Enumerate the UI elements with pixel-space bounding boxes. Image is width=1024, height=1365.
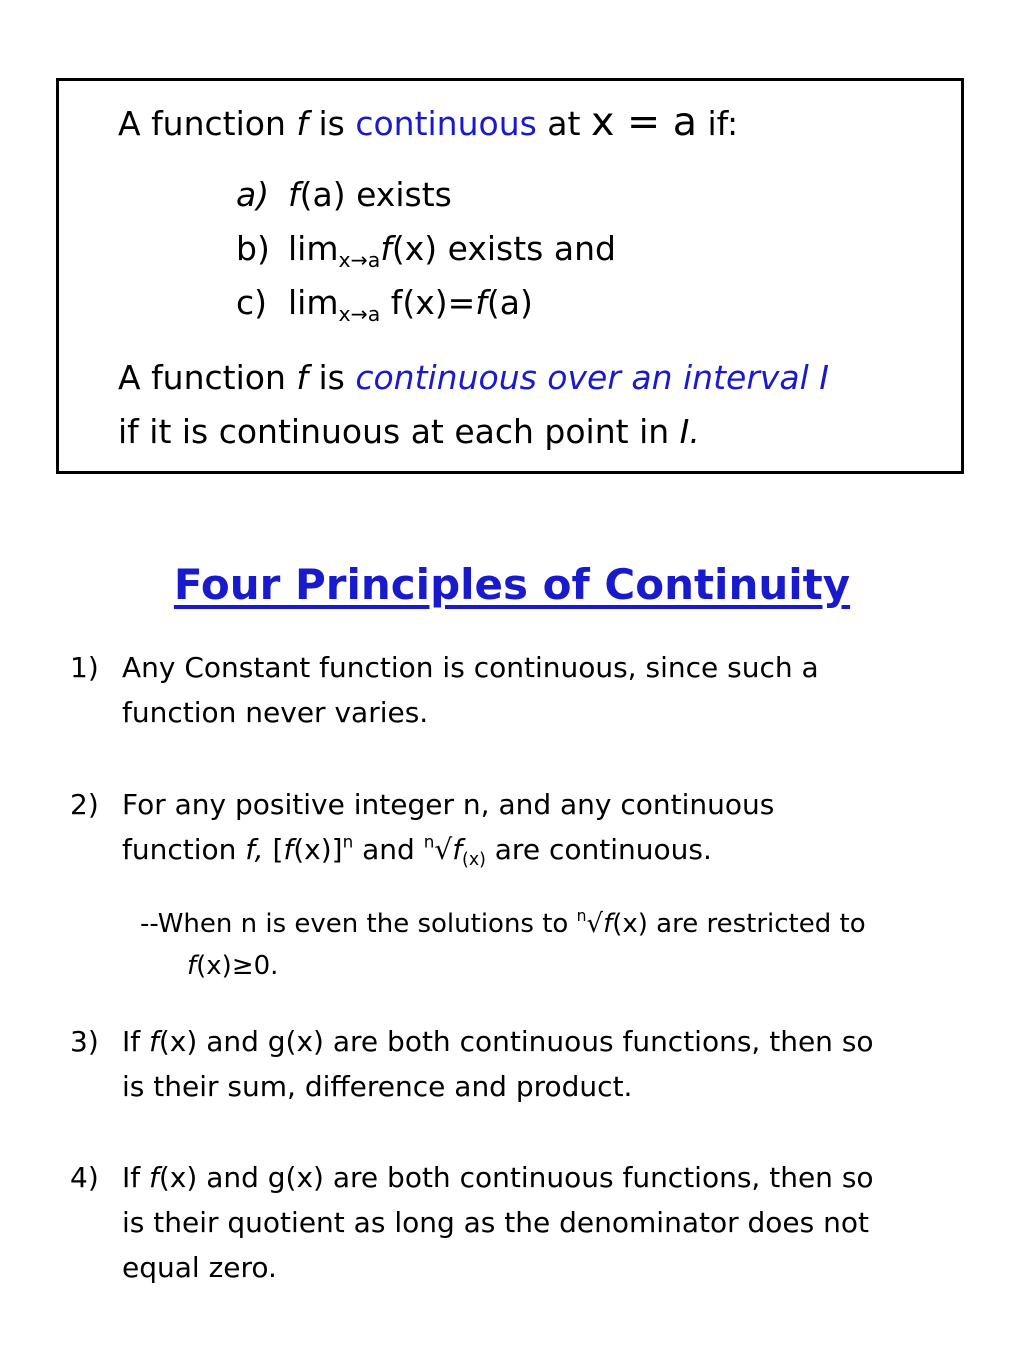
text: A function xyxy=(118,358,297,397)
limit-subscript: x→a xyxy=(338,248,381,273)
text: . xyxy=(689,412,700,451)
f-symbol: f xyxy=(187,951,197,981)
subscript-x: (x) xyxy=(462,850,486,871)
text: is xyxy=(307,104,356,143)
list-number: 4) xyxy=(70,1161,99,1194)
principle-text-line xyxy=(122,1019,874,1064)
text: If xyxy=(122,1161,150,1194)
text: if it is continuous at each point in xyxy=(118,412,680,451)
f-symbol: f xyxy=(452,833,463,866)
text: If xyxy=(122,1025,150,1058)
condition-label: a) xyxy=(236,175,270,214)
text: [ xyxy=(263,833,284,866)
note-line-1 xyxy=(140,903,866,945)
text: A function xyxy=(118,104,297,143)
interval-line-2 xyxy=(118,412,700,452)
interval-symbol: I xyxy=(679,412,690,451)
text: at xyxy=(536,104,591,143)
principle-text-line xyxy=(122,1155,874,1200)
f-symbol: f xyxy=(296,358,308,397)
definition-line xyxy=(118,99,739,145)
f-symbol: f xyxy=(288,175,300,214)
condition-label: c) xyxy=(236,283,268,322)
principle-text-line: is their quotient as long as the denominator does not xyxy=(122,1206,869,1239)
text: (x) and g(x) are both continuous functions, then so xyxy=(158,1025,874,1058)
f-symbol: f xyxy=(380,229,392,268)
text: (a) exists xyxy=(299,175,452,214)
section-heading: Four Principles of Continuity xyxy=(173,560,851,609)
condition-a xyxy=(236,175,452,215)
text: is xyxy=(307,358,356,397)
f-symbol: f xyxy=(603,909,613,939)
condition-label: b) xyxy=(236,229,270,268)
text: --When n is even the solutions to xyxy=(140,909,577,939)
f-symbol: f, xyxy=(245,833,264,866)
continuous-term: continuous xyxy=(355,104,537,143)
principle-text-line: equal zero. xyxy=(122,1251,277,1284)
text: (x) and g(x) are both continuous functions, then so xyxy=(158,1161,874,1194)
text: (x) exists and xyxy=(391,229,616,268)
text: (x) are restricted to xyxy=(612,909,866,939)
principle-text-line: function never varies. xyxy=(122,696,429,729)
principle-text-line: is their sum, difference and product. xyxy=(122,1070,633,1103)
condition-b xyxy=(236,229,616,273)
text: (x)≥0. xyxy=(196,951,279,981)
limit-subscript: x→a xyxy=(338,302,381,327)
text: function xyxy=(122,833,246,866)
list-number: 2) xyxy=(70,788,99,821)
principle-text-line xyxy=(122,827,774,872)
principle-text-line: Any Constant function is continuous, since such a xyxy=(122,651,819,684)
interval-line-1 xyxy=(118,358,829,398)
principle-text-line: For any positive integer n, and any continuous xyxy=(122,788,775,821)
note-line-2 xyxy=(187,945,278,987)
text: if: xyxy=(696,104,739,143)
f-symbol: f xyxy=(149,1161,159,1194)
root-symbol: √ xyxy=(434,833,453,866)
x-equals-a: x = a xyxy=(590,99,697,145)
text: are continuous. xyxy=(485,833,712,866)
root-symbol: √ xyxy=(586,909,604,939)
text: f(x)= xyxy=(380,283,476,322)
text: and xyxy=(353,833,424,866)
interval-term: continuous over an interval I xyxy=(355,358,830,397)
list-number: 1) xyxy=(70,651,99,684)
f-symbol: f xyxy=(283,833,294,866)
lim: lim xyxy=(288,229,339,268)
lim: lim xyxy=(288,283,339,322)
root-index: n xyxy=(423,831,435,852)
condition-c xyxy=(236,283,533,327)
f-symbol: f xyxy=(149,1025,159,1058)
text: (x)] xyxy=(293,833,343,866)
root-index: n xyxy=(576,907,587,926)
f-symbol: f xyxy=(475,283,487,322)
f-symbol: f xyxy=(296,104,308,143)
text: (a) xyxy=(486,283,533,322)
exponent: n xyxy=(342,831,354,852)
list-number: 3) xyxy=(70,1025,99,1058)
